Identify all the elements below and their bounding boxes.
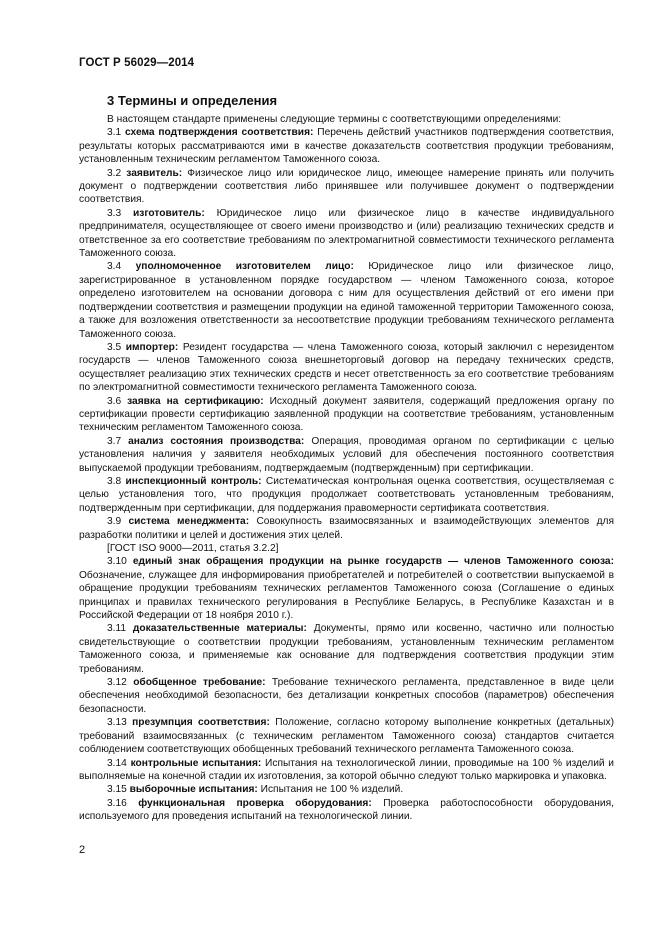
term-definition: Испытания на технологической линии, проводимые на 100 % изделий и выполняемые на конечной стадии их изготовления, за которой обычно следуют только маркировка и упаковка. xyxy=(79,757,614,782)
term-definition: Документы, прямо или косвенно, частично или полностью свидетельствующие о соответствии продукции требованиям, установленным техническим регламентом Таможенного союза, и применяемые как основание для подтверждения соответствия продукции этим требованиям. xyxy=(79,623,614,675)
term-name: система менеджмента: xyxy=(128,516,250,528)
term-name: заявка на сертификацию: xyxy=(127,395,264,407)
term-paragraph: 3.13 презумпция соответствия: Положение, согласно которому выполнение конкретных (детальных) требований взаимосвязанных (с техническим регламентом Таможенного союза) стандартов считается соблюдением соответствующих обобщенных требований технического регламента Таможенного союза. xyxy=(79,717,614,756)
term-name: контрольные испытания: xyxy=(130,757,262,769)
term-name: изготовитель: xyxy=(133,207,205,219)
term-definition: Совокупность взаимосвязанных и взаимодействующих элементов для разработки политики и целей и достижения этих целей. xyxy=(79,516,614,541)
term-definition: Обозначение, служащее для информирования приобретателей и потребителей о соответствии выпускаемой в обращение продукции требованиям технических регламентов Таможенного союза (Соглашение о единых принципах и правилах технического регулирования в Республике Беларусь, в Республике Казахстан и в Российской Федерации от 18 ноября 2010 г.). xyxy=(79,569,614,622)
term-paragraph: 3.8 инспекционный контроль: Систематическая контрольная оценка соответствия, осуществляемая с целью установления того, что продукция продолжает соответствовать установленным требованиям, подтвержденным при сертификации, для поддержания правомерности сертификата соответствия. xyxy=(79,475,614,514)
term-definition: Проверка работоспособности оборудования, используемого для проведения испытаний на технологической линии. xyxy=(79,797,614,823)
term-paragraph: 3.16 функциональная проверка оборудования: Проверка работоспособности оборудования, используемого для проведения испытаний на технологической линии. xyxy=(79,797,614,823)
term-paragraph: 3.12 обобщенное требование: Требование технического регламента, представленное в виде цели обеспечения необходимой безопасности, без детализации конкретных способов (параметров) обеспечения безопасности. xyxy=(79,677,615,715)
term-definition: Исходный документ заявителя, содержащий предложения органу по сертификации провести сертификацию заявленной продукции на соответствие требованиям, установленным техническим регламентом Таможенного союза. xyxy=(79,395,614,434)
term-name: функциональная проверка оборудования: xyxy=(138,797,372,809)
term-paragraph: 3.10 единый знак обращения продукции на рынке государств — членов Таможенного союза: Обозначение, служащее для информирования приобретателей и потребителей о соответствии выпускаемой в обращение продукции требованиям технических регламентов Таможенного союза (Соглашение о единых принципах и правилах технического регулирования в Республике Беларусь, в Республике Казахстан и в Российской Федерации от 18 ноября 2010 г.). xyxy=(79,556,614,622)
term-paragraph: 3.7 анализ состояния производства: Операция, проводимая органом по сертификации с целью установления наличия у заявителя необходимых условий для обеспечения постоянного соответствия выпускаемой продукции требованиям, подтверждаемым (подтвержденным) при сертификации. xyxy=(79,435,614,474)
term-name: доказательственные материалы: xyxy=(132,623,307,635)
term-paragraph: 3.11 доказательственные материалы: Документы, прямо или косвенно, частично или полностью свидетельствующие о соответствии продукции требованиям, установленным техническим регламентом Таможенного союза, и применяемые как основание для подтверждения соответствия продукции этим требованиям. xyxy=(79,623,614,675)
page-number: 2 xyxy=(79,844,86,856)
term-definition: Систематическая контрольная оценка соответствия, осуществляемая с целью установления того, что продукция продолжает соответствовать установленным требованиям, подтвержденным при сертификации, для поддержания правомерности сертификата соответствия. xyxy=(79,475,614,514)
term-definition: Испытания не 100 % изделий. xyxy=(260,784,404,796)
term-paragraph: 3.5 импортер: Резидент государства — члена Таможенного союза, который заключил с нерезидентом государств — членов Таможенного союза внешнеторговый договор на передачу технических средств, осуществляет реализацию этих технических средств и несет ответственность за его соответствие требованиям по электромагнитной совместимости технического регламента Таможенного союза. xyxy=(79,341,614,394)
term-name: схема подтверждения соответствия: xyxy=(125,127,314,139)
term-name: анализ состояния производства: xyxy=(128,435,305,447)
term-name: обобщенное требование: xyxy=(133,677,266,689)
document-body xyxy=(79,113,614,824)
term-name: единый знак обращения продукции на рынке государств — членов Таможенного союза: xyxy=(132,556,614,568)
term-definition: Положение, согласно которому выполнение конкретных (детальных) требований взаимосвязанных (с техническим регламентом Таможенного союза) стандартов считается соблюдением соответствующих обобщенных требований технического регламента Таможенного союза. xyxy=(79,717,614,756)
term-name: инспекционный контроль: xyxy=(125,475,262,487)
term-paragraph: 3.6 заявка на сертификацию: Исходный документ заявителя, содержащий предложения органу по сертификации провести сертификацию заявленной продукции на соответствие требованиям, установленным техническим регламентом Таможенного союза. xyxy=(79,395,614,434)
term-name: выборочные испытания: xyxy=(129,784,258,796)
term-name: заявитель: xyxy=(126,167,183,179)
term-definition: Требование технического регламента, представленное в виде цели обеспечения необходимой безопасности, без детализации конкретных способов (параметров) обеспечения безопасности. xyxy=(79,677,615,715)
term-definition: Юридическое лицо или физическое лицо, зарегистрированное в установленном порядке государством — членом Таможенного союза, которое определено изготовителем на основании договора с ним для осуществления действий от его имени при подтверждении соответствия и размещении продукции на единой таможенной территории Таможенного союза, а также для возложения ответственности за несоответствие продукции требованиям технического регламента Таможенного союза. xyxy=(79,261,614,340)
term-paragraph: 3.14 контрольные испытания: Испытания на технологической линии, проводимые на 100 % изделий и выполняемые на конечной стадии их изготовления, за которой обычно следуют только маркировка и упаковка. xyxy=(79,757,614,782)
term-definition: Юридическое лицо или физическое лицо в качестве индивидуального предпринимателя, осуществляющее от своего имени производство и (или) реализацию технических средств и ответственное за его соответствие требованиям по электромагнитной совместимости технического регламента Таможенного союза. xyxy=(79,207,614,260)
document-header: ГОСТ Р 56029—2014 xyxy=(79,57,195,69)
term-paragraph: 3.15 выборочные испытания: Испытания не 100 % изделий. xyxy=(107,784,404,796)
term-name: импортер: xyxy=(125,341,179,353)
term-name: уполномоченное изготовителем лицо: xyxy=(135,261,354,273)
term-definition: Физическое лицо или юридическое лицо, имеющее намерение принять или получить документ о подтверждении соответствия либо принявшее или получившее документ о подтверждении соответствия. xyxy=(79,167,615,206)
term-definition: Перечень действий участников подтверждения соответствия, результаты которых рассматриваются ими в качестве доказательств соответствия продукции требованиям, установленным техническим регламентом Таможенного союза. xyxy=(79,127,614,166)
term-name: презумпция соответствия: xyxy=(132,717,270,729)
term-paragraph: 3.2 заявитель: Физическое лицо или юридическое лицо, имеющее намерение принять или получить документ о подтверждении соответствия либо принявшее или получившее документ о подтверждении соответствия. xyxy=(79,167,615,206)
term-definition: Резидент государства — члена Таможенного союза, который заключил с нерезидентом государств — членов Таможенного союза внешнеторговый договор на передачу технических средств, осуществляет реализацию этих технических средств и несет ответственность за его соответствие требованиям по электромагнитной совместимости технического регламента Таможенного союза. xyxy=(79,341,614,394)
term-paragraph: 3.1 схема подтверждения соответствия: Перечень действий участников подтверждения соответствия, результаты которых рассматриваются ими в качестве доказательств соответствия продукции требованиям, установленным техническим регламентом Таможенного союза. xyxy=(79,127,614,166)
standard-reference: [ГОСТ ISO 9000—2011, статья 3.2.2] xyxy=(107,543,279,554)
term-definition: Операция, проводимая органом по сертификации с целью установления наличия у заявителя необходимых условий для обеспечения постоянного соответствия выпускаемой продукции требованиям, подтверждаемым (подтвержденным) при сертификации. xyxy=(79,435,614,474)
term-paragraph: 3.9 система менеджмента: Совокупность взаимосвязанных и взаимодействующих элементов для разработки политики и целей и достижения этих целей. xyxy=(79,516,614,541)
term-paragraph: 3.3 изготовитель: Юридическое лицо или физическое лицо в качестве индивидуального предпринимателя, осуществляющее от своего имени производство и (или) реализацию технических средств и ответственное за его соответствие требованиям по электромагнитной совместимости технического регламента Таможенного союза. xyxy=(79,207,614,260)
intro-paragraph: В настоящем стандарте применены следующие термины с соответствующими определениями: xyxy=(107,114,562,125)
section-title: 3 Термины и определения xyxy=(107,93,278,108)
term-paragraph: 3.4 уполномоченное изготовителем лицо: Юридическое лицо или физическое лицо, зарегистрированное в установленном порядке государством — членом Таможенного союза, которое определено изготовителем на основании договора с ним для осуществления действий от его имени при подтверждении соответствия и размещении продукции на единой таможенной территории Таможенного союза, а также для возложения ответственности за несоответствие продукции требованиям технического регламента Таможенного союза. xyxy=(79,261,614,340)
